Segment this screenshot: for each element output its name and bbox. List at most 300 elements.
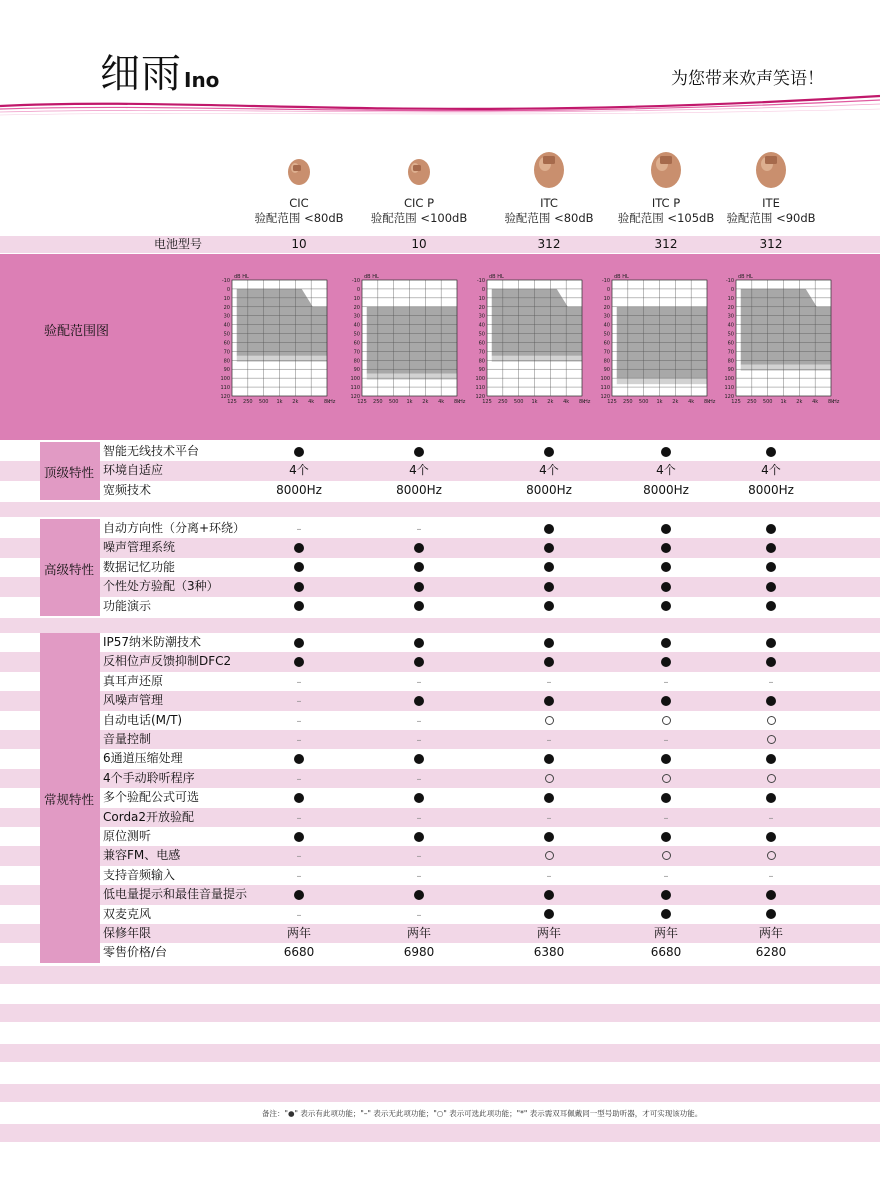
model-range: 验配范围 <80dB xyxy=(254,211,344,225)
has-feature-icon xyxy=(489,597,609,616)
feature-label: 真耳声还原 xyxy=(103,673,164,688)
feature-value: 两年 xyxy=(286,926,311,940)
model-4 xyxy=(711,146,831,226)
has-feature-icon xyxy=(239,652,359,671)
no-feature-icon: – xyxy=(296,851,302,863)
y-tick-label: 30 xyxy=(478,313,485,320)
y-tick-label: 0 xyxy=(481,286,485,293)
model-range: 验配范围 <105dB xyxy=(617,211,715,225)
no-feature-icon: – xyxy=(663,812,669,824)
y-tick-label: -10 xyxy=(601,278,610,284)
brand-name: 细雨 xyxy=(100,51,182,97)
feature-value: 4个 xyxy=(656,463,676,478)
has-feature-icon xyxy=(711,597,831,616)
y-tick-label: 110 xyxy=(600,385,610,392)
y-tick-label: 80 xyxy=(353,358,360,365)
has-feature-icon xyxy=(239,827,359,846)
y-tick-label: 110 xyxy=(220,385,230,392)
y-tick-label: 50 xyxy=(478,331,485,338)
feature-label: 宽频技术 xyxy=(103,482,152,497)
y-tick-label: 40 xyxy=(353,322,360,329)
y-tick-label: 20 xyxy=(478,304,485,311)
hearing-aid-icon xyxy=(752,146,790,192)
no-feature-icon: – xyxy=(296,870,302,882)
has-feature-icon xyxy=(359,633,479,652)
model-3 xyxy=(606,146,726,226)
has-feature-icon xyxy=(489,577,609,596)
fit-range-chart-3 xyxy=(598,270,718,412)
x-tick-label: 1k xyxy=(531,399,538,405)
feature-label: 双麦克风 xyxy=(103,906,152,921)
y-tick-label: 120 xyxy=(724,394,734,400)
feature-value: 两年 xyxy=(653,926,678,940)
has-feature-icon xyxy=(359,749,479,768)
y-tick-label: 40 xyxy=(727,322,734,329)
x-tick-label: 2k xyxy=(672,399,679,405)
feature-label: Corda2开放验配 xyxy=(103,809,195,824)
feature-value: 8000Hz xyxy=(276,482,322,497)
feature-value: 4个 xyxy=(539,463,559,478)
has-feature-icon xyxy=(711,827,831,846)
no-feature-icon: – xyxy=(546,870,552,882)
has-feature-icon xyxy=(606,788,726,807)
y-tick-label: 90 xyxy=(353,367,360,374)
has-feature-icon xyxy=(489,652,609,671)
y-tick-label: 20 xyxy=(353,304,360,311)
has-feature-icon xyxy=(606,885,726,904)
feature-label: 支持音频输入 xyxy=(103,867,176,882)
battery-label: 电池型号 xyxy=(154,237,203,251)
has-feature-icon xyxy=(489,691,609,710)
y-tick-label: 60 xyxy=(603,340,610,347)
footnote: 备注："●" 表示有此项功能；"–" 表示无此项功能；"○" 表示可选此项功能；"*" 表示需双耳佩戴同一型号助听器，才可实现该功能。 xyxy=(262,1109,703,1118)
no-feature-icon: – xyxy=(546,735,552,746)
has-feature-icon xyxy=(489,558,609,577)
y-tick-label: 50 xyxy=(727,331,734,338)
y-tick-label: 120 xyxy=(350,394,360,400)
model-header xyxy=(0,140,880,236)
y-tick-label: 0 xyxy=(226,286,230,293)
x-tick-label: 1k xyxy=(656,399,663,405)
has-feature-icon xyxy=(239,633,359,652)
no-feature-icon: – xyxy=(296,735,302,746)
has-feature-icon xyxy=(711,577,831,596)
x-tick-label: 4k xyxy=(812,399,819,405)
x-unit-label: Hz xyxy=(459,399,466,405)
has-feature-icon xyxy=(239,885,359,904)
has-feature-icon xyxy=(359,885,479,904)
x-tick-label: 125 xyxy=(227,399,237,405)
has-feature-icon xyxy=(711,519,831,538)
y-tick-label: 120 xyxy=(600,394,610,400)
has-feature-icon xyxy=(606,827,726,846)
x-unit-label: Hz xyxy=(584,399,591,405)
model-name: CIC P xyxy=(403,196,435,210)
no-feature-icon: – xyxy=(663,676,669,688)
x-tick-label: 500 xyxy=(762,399,773,405)
has-feature-icon xyxy=(359,788,479,807)
fit-range-fade xyxy=(367,374,457,380)
y-tick-label: 20 xyxy=(223,304,230,311)
feature-label: 噪声管理系统 xyxy=(103,540,176,555)
feature-label: 反相位声反馈抑制DFC2 xyxy=(103,654,232,669)
stripe xyxy=(0,1084,880,1102)
y-tick-label: 60 xyxy=(223,340,230,347)
has-feature-icon xyxy=(711,905,831,924)
feature-value: 6280 xyxy=(755,945,787,960)
model-2 xyxy=(489,146,609,226)
has-feature-icon xyxy=(359,652,479,671)
fit-range-chart-0 xyxy=(218,270,338,412)
x-tick-label: 8k xyxy=(323,399,331,405)
header-wave-decoration xyxy=(0,92,880,132)
no-feature-icon: – xyxy=(416,773,422,785)
slogan: 为您带来欢声笑语！ xyxy=(671,69,824,89)
optional-feature-icon xyxy=(489,769,609,788)
feature-value: 6680 xyxy=(650,945,682,960)
has-feature-icon xyxy=(606,597,726,616)
y-tick-label: 50 xyxy=(353,331,360,338)
y-tick-label: 30 xyxy=(353,313,360,320)
has-feature-icon xyxy=(711,442,831,461)
fit-range-chart-2 xyxy=(473,270,593,412)
has-feature-icon xyxy=(359,597,479,616)
has-feature-icon xyxy=(489,519,609,538)
battery-value: 312 xyxy=(537,237,561,251)
fit-range-fade xyxy=(237,356,327,362)
x-unit-label: Hz xyxy=(709,399,716,405)
x-tick-label: 500 xyxy=(638,399,649,405)
y-tick-label: 90 xyxy=(223,367,230,374)
y-tick-label: 80 xyxy=(603,358,610,365)
no-feature-icon: – xyxy=(546,676,552,688)
has-feature-icon xyxy=(489,905,609,924)
has-feature-icon xyxy=(711,691,831,710)
feature-label: 音量控制 xyxy=(103,732,152,746)
x-tick-label: 250 xyxy=(623,399,633,405)
stripe xyxy=(0,1044,880,1062)
battery-value: 312 xyxy=(654,237,678,251)
y-unit-label: dB HL xyxy=(234,274,249,280)
x-unit-label: Hz xyxy=(329,399,336,405)
battery-value: 312 xyxy=(759,237,783,251)
has-feature-icon xyxy=(489,633,609,652)
optional-feature-icon xyxy=(489,846,609,865)
feature-value: 8000Hz xyxy=(643,482,689,497)
optional-feature-icon xyxy=(606,769,726,788)
feature-label: 保修年限 xyxy=(103,926,152,940)
y-tick-label: 40 xyxy=(223,322,230,329)
y-tick-label: 70 xyxy=(478,349,485,356)
y-tick-label: 120 xyxy=(220,394,230,400)
battery-value: 10 xyxy=(411,237,427,251)
y-tick-label: 60 xyxy=(478,340,485,347)
optional-feature-icon xyxy=(711,769,831,788)
y-tick-label: 120 xyxy=(475,394,485,400)
model-1 xyxy=(359,146,479,226)
y-tick-label: 70 xyxy=(223,349,230,356)
no-feature-icon: – xyxy=(416,715,422,727)
x-tick-label: 8k xyxy=(578,399,586,405)
y-tick-label: -10 xyxy=(221,278,230,284)
feature-label: 自动方向性（分离+环绕） xyxy=(103,521,246,535)
x-tick-label: 250 xyxy=(498,399,508,405)
y-tick-label: 30 xyxy=(603,313,610,320)
feature-label: 智能无线技术平台 xyxy=(103,444,200,458)
y-tick-label: 40 xyxy=(603,322,610,329)
fit-range-label: 验配范围图 xyxy=(44,324,110,339)
x-tick-label: 125 xyxy=(357,399,367,405)
x-tick-label: 8k xyxy=(453,399,461,405)
has-feature-icon xyxy=(239,749,359,768)
feature-value: 8000Hz xyxy=(396,482,442,497)
feature-value: 8000Hz xyxy=(526,482,572,497)
fit-range-area xyxy=(367,307,457,374)
feature-value: 4个 xyxy=(761,463,781,478)
feature-label: 多个验配公式可选 xyxy=(103,790,200,805)
y-tick-label: 10 xyxy=(727,295,734,302)
y-tick-label: 80 xyxy=(727,358,734,365)
y-tick-label: 90 xyxy=(478,367,485,374)
y-tick-label: 100 xyxy=(475,376,485,383)
has-feature-icon xyxy=(359,691,479,710)
model-range: 验配范围 <80dB xyxy=(504,211,594,225)
feature-label: 环境自适应 xyxy=(103,463,164,478)
hearing-aid-icon xyxy=(647,146,685,192)
no-feature-icon: – xyxy=(546,812,552,824)
y-tick-label: 90 xyxy=(727,367,734,374)
y-tick-label: 100 xyxy=(350,376,360,383)
no-feature-icon: – xyxy=(296,773,302,785)
has-feature-icon xyxy=(606,633,726,652)
model-0 xyxy=(239,146,359,226)
group-label: 常规特性 xyxy=(44,791,95,807)
no-feature-icon: – xyxy=(296,715,302,727)
x-tick-label: 1k xyxy=(406,399,413,405)
x-unit-label: Hz xyxy=(833,399,840,405)
x-tick-label: 500 xyxy=(258,399,269,405)
x-tick-label: 250 xyxy=(373,399,383,405)
y-tick-label: 0 xyxy=(730,286,734,293)
feature-value: 两年 xyxy=(536,926,561,940)
has-feature-icon xyxy=(239,577,359,596)
model-name: ITC xyxy=(540,196,558,210)
y-tick-label: 110 xyxy=(724,385,734,392)
no-feature-icon: – xyxy=(416,676,422,688)
y-tick-label: 50 xyxy=(603,331,610,338)
hearing-aid-icon xyxy=(530,146,568,192)
feature-label: 风噪声管理 xyxy=(103,693,164,708)
x-tick-label: 125 xyxy=(482,399,492,405)
y-tick-label: 80 xyxy=(223,358,230,365)
group-separator xyxy=(0,502,880,517)
fit-range-chart-1 xyxy=(348,270,468,412)
no-feature-icon: – xyxy=(663,735,669,746)
model-name: ITE xyxy=(762,196,780,210)
has-feature-icon xyxy=(711,749,831,768)
x-tick-label: 8k xyxy=(827,399,835,405)
x-tick-label: 2k xyxy=(422,399,429,405)
y-tick-label: 30 xyxy=(223,313,230,320)
x-tick-label: 4k xyxy=(563,399,570,405)
has-feature-icon xyxy=(239,442,359,461)
y-tick-label: 60 xyxy=(727,340,734,347)
y-tick-label: 10 xyxy=(603,295,610,302)
y-tick-label: 20 xyxy=(603,304,610,311)
y-tick-label: 0 xyxy=(356,286,360,293)
has-feature-icon xyxy=(359,577,479,596)
feature-label: 低电量提示和最佳音量提示 xyxy=(103,887,248,902)
group-label: 顶级特性 xyxy=(44,465,95,481)
has-feature-icon xyxy=(711,652,831,671)
has-feature-icon xyxy=(606,691,726,710)
feature-value: 6380 xyxy=(533,945,565,960)
model-name: ITC P xyxy=(651,196,681,210)
stripe xyxy=(0,1004,880,1022)
optional-feature-icon xyxy=(606,846,726,865)
no-feature-icon: – xyxy=(416,870,422,882)
feature-value: 4个 xyxy=(409,463,429,478)
feature-label: 6通道压缩处理 xyxy=(103,751,183,766)
x-tick-label: 250 xyxy=(747,399,757,405)
no-feature-icon: – xyxy=(416,735,422,746)
has-feature-icon xyxy=(489,749,609,768)
x-tick-label: 125 xyxy=(607,399,617,405)
x-tick-label: 2k xyxy=(547,399,554,405)
stripe xyxy=(0,1124,880,1142)
has-feature-icon xyxy=(489,827,609,846)
x-tick-label: 125 xyxy=(731,399,741,405)
y-tick-label: -10 xyxy=(725,278,734,284)
y-tick-label: 50 xyxy=(223,331,230,338)
optional-feature-icon xyxy=(606,711,726,730)
y-tick-label: 0 xyxy=(606,286,610,293)
x-tick-label: 500 xyxy=(388,399,399,405)
feature-label: 原位测听 xyxy=(103,829,152,843)
no-feature-icon: – xyxy=(296,524,302,535)
has-feature-icon xyxy=(359,442,479,461)
has-feature-icon xyxy=(489,538,609,557)
optional-feature-icon xyxy=(711,846,831,865)
x-tick-label: 500 xyxy=(513,399,524,405)
has-feature-icon xyxy=(711,885,831,904)
optional-feature-icon xyxy=(711,730,831,749)
brand-title xyxy=(100,42,219,99)
x-tick-label: 2k xyxy=(292,399,299,405)
feature-value: 4个 xyxy=(289,463,309,478)
fit-range-fade xyxy=(492,356,582,362)
y-tick-label: 60 xyxy=(353,340,360,347)
x-tick-label: 4k xyxy=(688,399,695,405)
feature-label: IP57纳米防潮技术 xyxy=(103,635,202,649)
y-tick-label: 70 xyxy=(603,349,610,356)
stripe xyxy=(0,966,880,984)
has-feature-icon xyxy=(359,827,479,846)
has-feature-icon xyxy=(239,558,359,577)
x-tick-label: 1k xyxy=(276,399,283,405)
y-tick-label: 10 xyxy=(223,295,230,302)
fit-range-fade xyxy=(741,365,831,371)
x-tick-label: 250 xyxy=(243,399,253,405)
feature-value: 6980 xyxy=(403,945,435,960)
y-tick-label: -10 xyxy=(351,278,360,284)
x-tick-label: 8k xyxy=(703,399,711,405)
y-unit-label: dB HL xyxy=(614,274,629,280)
has-feature-icon xyxy=(489,788,609,807)
y-tick-label: 100 xyxy=(724,376,734,383)
y-tick-label: 20 xyxy=(727,304,734,311)
model-name: CIC xyxy=(289,196,309,210)
feature-value: 6680 xyxy=(283,945,315,960)
optional-feature-icon xyxy=(711,711,831,730)
fit-range-chart-4 xyxy=(722,270,842,412)
has-feature-icon xyxy=(606,538,726,557)
no-feature-icon: – xyxy=(663,870,669,882)
model-range: 验配范围 <90dB xyxy=(726,211,816,225)
fit-range-fade xyxy=(617,378,707,384)
feature-label: 零售价格/台 xyxy=(103,945,168,960)
x-tick-label: 2k xyxy=(796,399,803,405)
y-tick-label: 90 xyxy=(603,367,610,374)
has-feature-icon xyxy=(489,442,609,461)
has-feature-icon xyxy=(606,749,726,768)
has-feature-icon xyxy=(606,519,726,538)
no-feature-icon: – xyxy=(416,851,422,863)
feature-label: 兼容FM、电感 xyxy=(103,848,181,863)
has-feature-icon xyxy=(359,558,479,577)
has-feature-icon xyxy=(606,442,726,461)
feature-label: 自动电话(M/T) xyxy=(103,712,183,727)
has-feature-icon xyxy=(489,885,609,904)
has-feature-icon xyxy=(711,788,831,807)
no-feature-icon: – xyxy=(416,524,422,535)
y-tick-label: 10 xyxy=(478,295,485,302)
hearing-aid-icon xyxy=(280,146,318,192)
no-feature-icon: – xyxy=(296,676,302,688)
y-tick-label: 80 xyxy=(478,358,485,365)
no-feature-icon: – xyxy=(768,676,774,688)
y-tick-label: 10 xyxy=(353,295,360,302)
y-tick-label: 110 xyxy=(475,385,485,392)
group-label: 高级特性 xyxy=(44,561,95,577)
brand-sub: Ino xyxy=(184,68,220,92)
no-feature-icon: – xyxy=(296,696,302,708)
no-feature-icon: – xyxy=(768,812,774,824)
y-tick-label: 30 xyxy=(727,313,734,320)
feature-label: 数据记忆功能 xyxy=(103,559,176,574)
feature-value: 两年 xyxy=(758,926,783,940)
has-feature-icon xyxy=(239,538,359,557)
has-feature-icon xyxy=(711,538,831,557)
hearing-aid-icon xyxy=(400,146,438,192)
has-feature-icon xyxy=(606,577,726,596)
y-tick-label: 100 xyxy=(600,376,610,383)
has-feature-icon xyxy=(606,905,726,924)
y-tick-label: -10 xyxy=(476,278,485,284)
optional-feature-icon xyxy=(489,711,609,730)
y-unit-label: dB HL xyxy=(738,274,753,280)
y-tick-label: 40 xyxy=(478,322,485,329)
y-tick-label: 100 xyxy=(220,376,230,383)
feature-value: 8000Hz xyxy=(748,482,794,497)
has-feature-icon xyxy=(606,652,726,671)
no-feature-icon: – xyxy=(416,909,422,921)
feature-label: 4个手动聆听程序 xyxy=(103,770,195,785)
x-tick-label: 4k xyxy=(438,399,445,405)
no-feature-icon: – xyxy=(768,870,774,882)
y-unit-label: dB HL xyxy=(489,274,504,280)
has-feature-icon xyxy=(606,558,726,577)
